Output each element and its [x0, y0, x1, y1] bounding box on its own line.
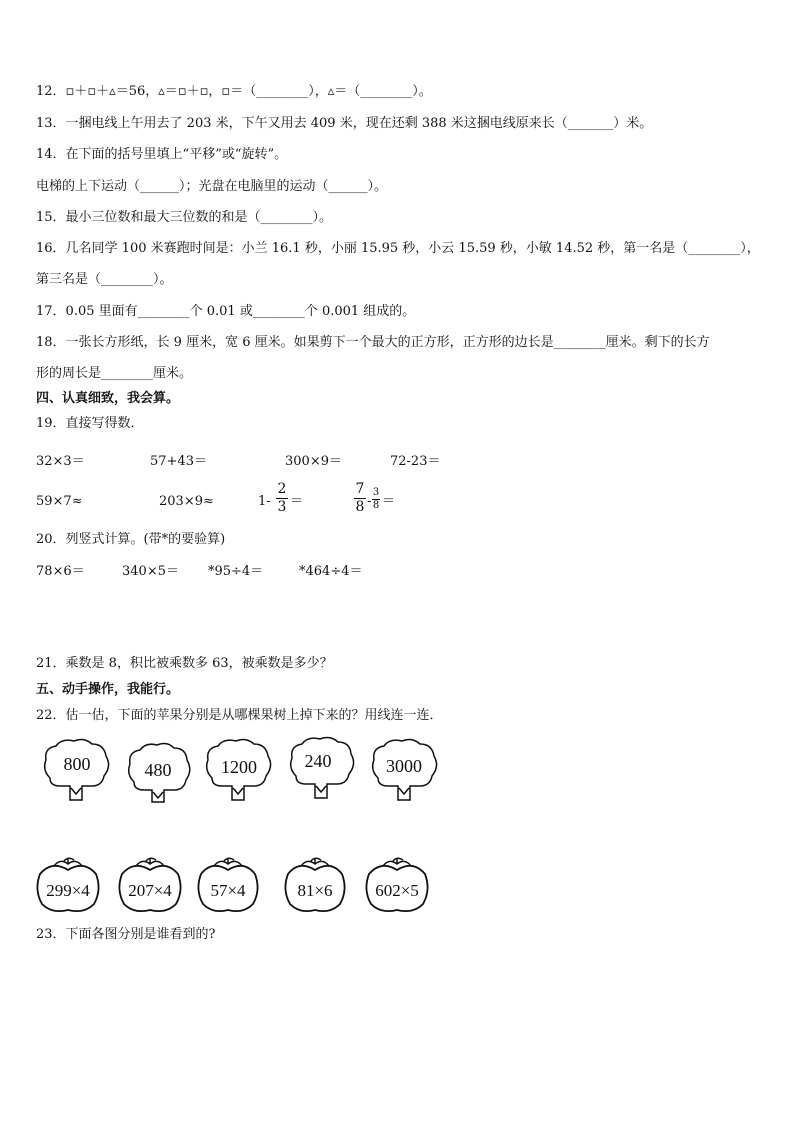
- apple-57x4[interactable]: [195, 856, 261, 916]
- tree-number: 800: [63, 754, 91, 774]
- section-4-heading: 四、认真细致，我会算。: [36, 391, 180, 406]
- apple-expression: 299×4: [46, 881, 90, 900]
- apple-expression: 207×4: [128, 881, 172, 900]
- apple-expression: 81×6: [297, 881, 333, 900]
- fraction-3-8: [372, 488, 380, 511]
- question-19: 19．直接写得数．: [36, 416, 144, 431]
- question-22: 22．估一估，下面的苹果分别是从哪棵果树上掉下来的？用线连一连．: [36, 708, 443, 723]
- calc-19-b: 57+43＝: [150, 454, 207, 469]
- question-16: 16．几名同学 100 米赛跑时间是：小兰 16.1 秒，小丽 15.95 秒，小云 15.59 秒，小敏 14.52 秒，第一名是（________），: [36, 241, 760, 256]
- apple-299x4[interactable]: [34, 856, 102, 916]
- fraction-numerator: 7: [355, 481, 365, 497]
- calc-19-e: 59×7≈: [36, 494, 83, 509]
- question-17: 17．0.05 里面有________个 0.01 或________个 0.001 组成的。: [36, 304, 416, 319]
- tree-number: 1200: [221, 757, 257, 777]
- question-21: 21．乘数是 8，积比被乘数多 63，被乘数是多少？: [36, 656, 333, 671]
- fraction-numerator: 2: [277, 481, 287, 497]
- apple-602x5[interactable]: [363, 856, 431, 916]
- fraction-denominator: 8: [372, 500, 380, 511]
- tree-800[interactable]: [40, 738, 114, 806]
- section-5-heading: 五、动手操作，我能行。: [36, 682, 180, 697]
- question-20: 20．列竖式计算。(带*的要验算): [36, 532, 226, 547]
- calc-20-d: *464÷4＝: [299, 564, 363, 579]
- tree-3000[interactable]: [368, 738, 442, 806]
- calc-19-h-equals: ＝: [382, 494, 396, 509]
- calc-19-f: 203×9≈: [159, 494, 214, 509]
- question-14: 14．在下面的括号里填上“平移”或“旋转”。: [36, 147, 288, 162]
- tree-240[interactable]: [286, 736, 358, 804]
- calc-20-b: 340×5＝: [122, 564, 179, 579]
- tree-number: 480: [144, 760, 172, 780]
- question-14-line2: 电梯的上下运动（______）；光盘在电脑里的运动（______）。: [36, 179, 388, 194]
- calc-19-g-prefix: 1-: [258, 494, 271, 509]
- fraction-numerator: 3: [372, 487, 380, 498]
- question-12: 12．▫＋▫＋▵＝56，▵＝▫＋▫，▫＝（________），▵＝（________）。: [36, 84, 432, 99]
- tree-number: 240: [304, 751, 332, 771]
- tree-1200[interactable]: [202, 738, 276, 806]
- tree-number: 3000: [386, 756, 422, 776]
- apple-81x6[interactable]: [282, 856, 348, 916]
- calc-19-d: 72-23＝: [390, 454, 441, 469]
- question-15: 15．最小三位数和最大三位数的和是（________）。: [36, 210, 333, 225]
- question-23: 23．下面各图分别是谁看到的?: [36, 927, 216, 942]
- calc-19-a: 32×3＝: [36, 454, 85, 469]
- fraction-denominator: 8: [355, 499, 365, 515]
- calc-20-a: 78×6＝: [36, 564, 85, 579]
- calc-19-h-minus: -: [367, 494, 372, 509]
- fraction-7-8: [354, 482, 366, 515]
- fraction-denominator: 3: [277, 499, 287, 515]
- apple-expression: 602×5: [375, 881, 419, 900]
- calc-19-c: 300×9＝: [285, 454, 342, 469]
- question-18: 18．一张长方形纸，长 9 厘米，宽 6 厘米。如果剪下一个最大的正方形，正方形的边长是________厘米。剩下的长方: [36, 335, 710, 350]
- tree-480[interactable]: [124, 742, 194, 808]
- question-18-line2: 形的周长是________厘米。: [36, 366, 193, 381]
- apple-207x4[interactable]: [116, 856, 184, 916]
- calc-19-g-equals: ＝: [290, 494, 304, 509]
- question-13: 13．一捆电线上午用去了 203 米，下午又用去 409 米，现在还剩 388 米这捆电线原来长（_______）米。: [36, 116, 653, 131]
- fraction-2-3: [276, 482, 288, 515]
- question-16-line2: 第三名是（________）。: [36, 272, 173, 287]
- calc-20-c: *95÷4＝: [208, 564, 264, 579]
- apple-expression: 57×4: [210, 881, 246, 900]
